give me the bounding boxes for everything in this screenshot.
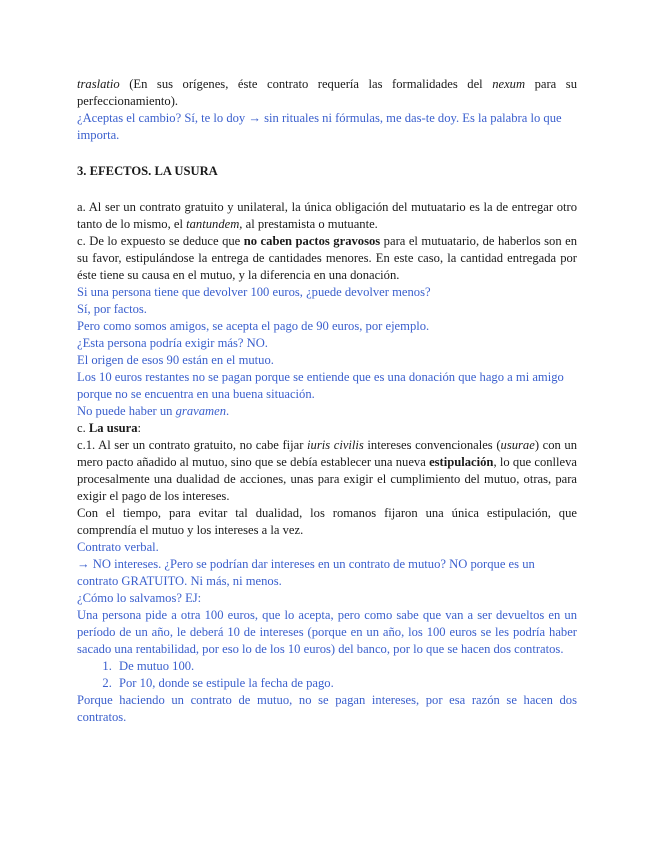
note-gravamen: No puede haber un gravamen.: [77, 404, 230, 418]
section-heading: 3. EFECTOS. LA USURA: [77, 164, 218, 178]
document-page: [77, 76, 577, 726]
numbered-list: [77, 658, 577, 692]
note-porque: Porque haciendo un contrato de mutuo, no se pagan intereses, por esa razón se hacen dos contratos.: [77, 693, 577, 724]
note-line: → NO intereses. ¿Pero se podrían dar intereses en un contrato de mutuo? NO porque es un contrato GRATUITO. Ni más, ni menos.: [77, 557, 535, 588]
note-line: El origen de esos 90 están en el mutuo.: [77, 353, 274, 367]
note-line: Pero como somos amigos, se acepta el pago de 90 euros, por ejemplo.: [77, 319, 430, 333]
list-item: 2. Por 10, donde se estipule la fecha de pago.: [115, 675, 577, 692]
paragraph-c: c. De lo expuesto se deduce que no caben pactos gravosos para el mutuatario, de haberlos son en su favor, estipulándose la entrega de cantidades menores. En este caso, la cantidad entregada por éste tiene su causa en el mutuo, y la diferencia en una donación.: [77, 234, 578, 282]
list-item: 1. De mutuo 100.: [115, 658, 577, 675]
note-aceptas: ¿Aceptas el cambio? Sí, te lo doy → sin rituales ni fórmulas, me das-te doy. Es la palabra lo que importa.: [77, 111, 562, 142]
note-line: Contrato verbal.: [77, 540, 159, 554]
paragraph-a: a. Al ser un contrato gratuito y unilateral, la única obligación del mutuatario es la de entregar otro tanto de lo mismo, el tantundem, al prestamista o mutuante.: [77, 200, 577, 231]
note-line: ¿Cómo lo salvamos? EJ:: [77, 591, 202, 605]
note-line: Sí, por factos.: [77, 302, 147, 316]
paragraph-tiempo: Con el tiempo, para evitar tal dualidad, los romanos fijaron una única estipulación, que comprendía el mutuo y los intereses a la vez.: [77, 506, 577, 537]
note-line: Si una persona tiene que devolver 100 euros, ¿puede devolver menos?: [77, 285, 431, 299]
note-line: Los 10 euros restantes no se pagan porque se entiende que es una donación que hago a mi amigo porque no se encuentra en una buena situación.: [77, 370, 564, 401]
subheading-usura: c. La usura:: [77, 421, 142, 435]
note-line: Una persona pide a otra 100 euros, que lo acepta, pero como sabe que van a ser devueltos en un período de un año, le deberá 10 de intereses (porque en un año, los 100 euros se les podría haber sacado una rentabilidad, por eso lo de los 10 euros) del banco, por lo que se hacen dos contratos.: [77, 608, 577, 656]
note-line: ¿Esta persona podría exigir más? NO.: [77, 336, 268, 350]
paragraph-c1: c.1. Al ser un contrato gratuito, no cabe fijar iuris civilis intereses convencionales (usurae) con un mero pacto añadido al mutuo, sino que se debía establecer una nueva estipulación, lo que conlleva procesalmente una dualidad de acciones, unas para exigir el cumplimiento del mutuo, otras, para exigir el pago de los intereses.: [77, 438, 578, 503]
paragraph-traslatio: traslatio (En sus orígenes, éste contrato requería las formalidades del nexum para su perfeccionamiento).: [77, 77, 577, 108]
